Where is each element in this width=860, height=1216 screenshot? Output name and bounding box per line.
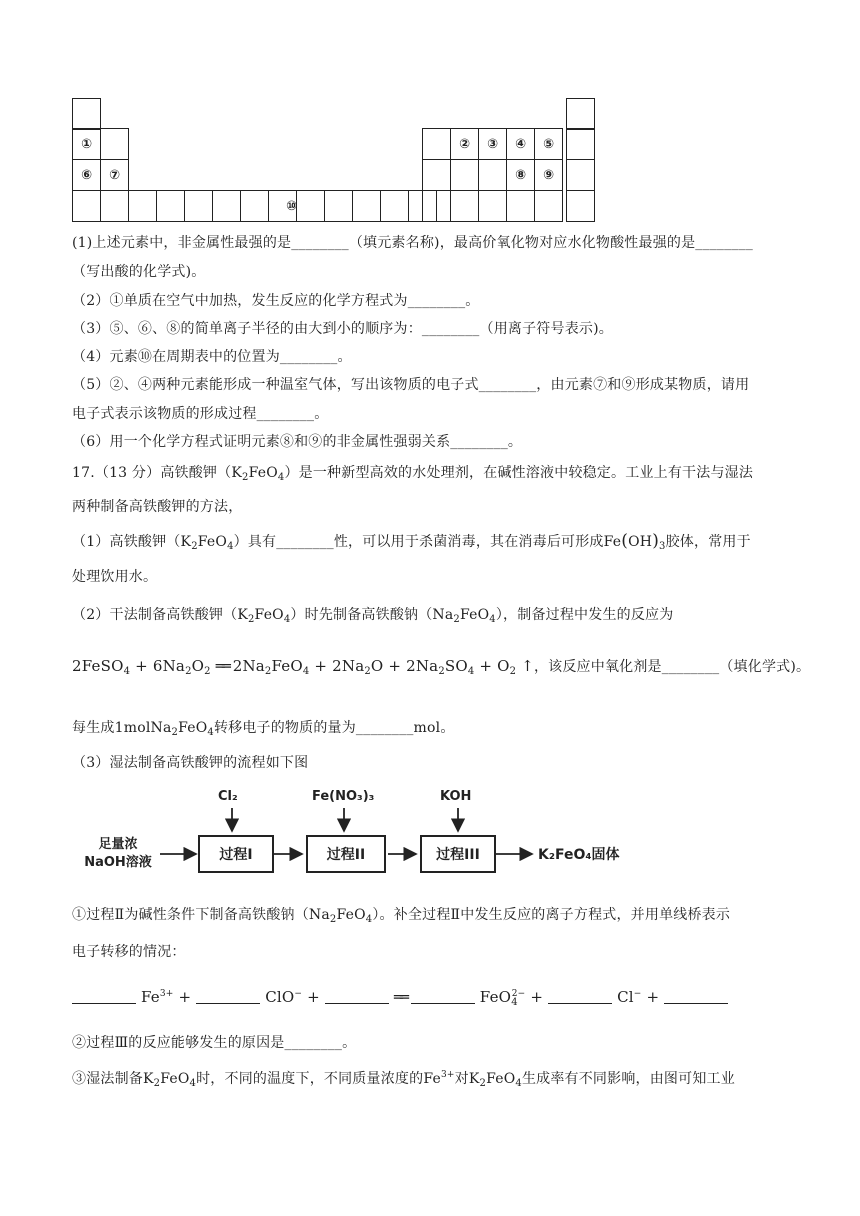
- q17-sub1-line2: 电子转移的情况：: [72, 944, 186, 960]
- q17-equation-tail: ，该反应中氧化剂是________（填化学式)。: [533, 659, 811, 675]
- q17-intro-line1: 17.（13 分）高铁酸钾$(K_2FeO_4)$是一种新型高效的水处理剂，在碱性溶液中较稳定。工业上有干法与湿法: [72, 465, 754, 483]
- pt-cell-empty: [422, 190, 451, 222]
- pt-cell-empty: [422, 128, 451, 160]
- pt-cell-empty: [184, 190, 213, 222]
- q17-s1-a: ①过程Ⅱ为碱性条件下制备高铁酸钠（: [72, 907, 309, 923]
- periodic-table-figure: [72, 98, 600, 224]
- q17-s1-b: ）。补全过程Ⅱ中发生反应的离子方程式，并用单线桥表示: [372, 907, 731, 923]
- pt-cell-empty: [156, 190, 185, 222]
- pt-cell-empty: [566, 128, 595, 160]
- pt-cell-empty: [100, 128, 129, 160]
- q17-p1-c: 胶体，常用于: [665, 534, 751, 550]
- q17-s3-c: 对: [454, 1071, 469, 1087]
- q16-part6: （6）用一个化学方程式证明元素⑧和⑨的非金属性强弱关系________。: [72, 434, 523, 450]
- q16-part4: （4）元素⑩在周期表中的位置为________。: [72, 349, 352, 365]
- q17-s3-b: 时，不同的温度下，不同质量浓度的: [196, 1071, 424, 1087]
- pt-cell-empty: [566, 98, 595, 130]
- pt-cell-7: ⑦: [100, 159, 129, 191]
- pt-cell-empty: [352, 190, 381, 222]
- q16-part5-line1: （5）②、④两种元素能形成一种温室气体，写出该物质的电子式________，由元素⑦和⑨形成某物质，请用: [72, 377, 750, 393]
- flow-reagent-koh: KOH: [440, 789, 472, 804]
- pt-cell-5: ⑤: [534, 128, 563, 160]
- pt-cell-2: ②: [450, 128, 479, 160]
- q17-intro-line2: 两种制备高铁酸钾的方法，: [72, 499, 243, 515]
- q17-intro-text-a: 17.（13 分）高铁酸钾（: [72, 465, 232, 481]
- pt-cell-8: ⑧: [506, 159, 535, 191]
- pt-cell-empty: [72, 190, 101, 222]
- q17-p2-c: ），制备过程中发生的反应为: [495, 607, 674, 623]
- pt-cell-empty: [534, 190, 563, 222]
- flow-reagent-cl2: Cl₂: [218, 789, 238, 804]
- q17-ionic-equation: $Fe^{3+} + ClO^-$ + ══ FeO$_4^{2-}$ + Cl− +: [72, 988, 800, 1008]
- pt-cell-empty: [324, 190, 353, 222]
- pt-cell-empty: [100, 190, 129, 222]
- flow-output-label: K₂FeO₄固体: [538, 847, 620, 863]
- q17-s3-a: ③湿法制备: [72, 1071, 143, 1087]
- pt-cell-empty: [450, 190, 479, 222]
- q17-sub3-line1: ③湿法制备$K_2FeO_4$时，不同的温度下，不同质量浓度的$Fe^{3+}$对$K_2FeO_4$生成率有不同影响，由图可知工业: [72, 1070, 735, 1089]
- pt-cell-6: ⑥: [72, 159, 101, 191]
- q17-equation-line: [72, 656, 811, 677]
- q17-p1-b: ）具有________性，可以用于杀菌消毒，其在消毒后可形成: [233, 534, 604, 550]
- pt-cell-empty: [566, 159, 595, 191]
- q17-part1-line2: 处理饮用水。: [72, 569, 158, 585]
- pt-cell-empty: [478, 159, 507, 191]
- flow-step1-box: 过程I: [198, 835, 274, 873]
- pt-cell-1: ①: [72, 128, 101, 160]
- q16-part3: （3）⑤、⑥、⑧的简单离子半径的由大到小的顺序为：________（用离子符号表示)。: [72, 321, 613, 337]
- flow-input-line2: NaOH溶液: [84, 855, 152, 870]
- q17-part3-heading: （3）湿法制备高铁酸钾的流程如下图: [72, 755, 309, 771]
- q17-p2-a: （2）干法制备高铁酸钾（: [72, 607, 238, 623]
- q16-part1-line1: (1)上述元素中，非金属性最强的是________（填元素名称)，最高价氧化物对应水化物酸性最强的是________: [72, 235, 753, 251]
- q16-part5-line2: 电子式表示该物质的形成过程________。: [72, 406, 329, 422]
- pt-cell-empty: [240, 190, 269, 222]
- pt-cell-empty: [380, 190, 409, 222]
- flow-input-line1: 足量浓: [98, 837, 138, 852]
- pt-cell-empty: [72, 98, 101, 130]
- q17-part2-line3: 每生成1molNa$_2$FeO$_4$转移电子的物质的量为________mol。: [72, 720, 455, 738]
- q17-p1-a: （1）高铁酸钾（: [72, 534, 181, 550]
- pt-cell-3: ③: [478, 128, 507, 160]
- q17-s3-d: 生成率有不同影响，由图可知工业: [521, 1071, 735, 1087]
- q17-part1-line1: （1）高铁酸钾$(K_2FeO_4)$具有________性，可以用于杀菌消毒，其在消毒后可形成$Fe(OH)_3$胶体，常用于: [72, 531, 751, 552]
- flow-step2-box: 过程II: [306, 835, 386, 873]
- q17-intro-text-b: ）是一种新型高效的水处理剂，在碱性溶液中较稳定。工业上有干法与湿法: [284, 465, 754, 481]
- q17-part2-line1: （2）干法制备高铁酸钾$(K_2FeO_4)$时先制备高铁酸钠$(Na_2FeO_4)$，制备过程中发生的反应为: [72, 607, 674, 625]
- q16-part1-line2: （写出酸的化学式)。: [72, 264, 206, 280]
- pt-cell-empty: [212, 190, 241, 222]
- q16-part2: （2）①单质在空气中加热，发生反应的化学方程式为________。: [72, 293, 480, 309]
- q17-p2-e: 每生成: [72, 720, 115, 736]
- pt-cell-empty: [478, 190, 507, 222]
- pt-cell-9: ⑨: [534, 159, 563, 191]
- pt-cell-empty: [566, 190, 595, 222]
- q17-sub1-line1: ①过程Ⅱ为碱性条件下制备高铁酸钠$(Na_2FeO_4)$。补全过程Ⅱ中发生反应的离子方程式，并用单线桥表示: [72, 907, 731, 925]
- pt-cell-empty: [422, 159, 451, 191]
- wet-process-flow-diagram: [72, 783, 652, 893]
- pt-cell-10: ⑩: [285, 198, 297, 214]
- pt-cell-4: ④: [506, 128, 535, 160]
- pt-cell-empty: [128, 190, 157, 222]
- flow-reagent-fe-nitrate: Fe(NO₃)₃: [312, 789, 375, 804]
- pt-cell-empty: [506, 190, 535, 222]
- pt-cell-empty: [450, 159, 479, 191]
- q17-equation: 2FeSO$_4$ + $6Na_2O_2$ ══ $2Na_2FeO_4 + 2Na_2O + 2Na_2SO_4 + O_2$ ↑: [72, 657, 534, 677]
- q17-p2-b: ）时先制备高铁酸钠（: [290, 607, 433, 623]
- q17-p2-f: 转移电子的物质的量为________mol。: [213, 720, 455, 736]
- flow-step3-box: 过程III: [420, 835, 496, 873]
- q17-sub2: ②过程Ⅲ的反应能够发生的原因是________。: [72, 1035, 357, 1051]
